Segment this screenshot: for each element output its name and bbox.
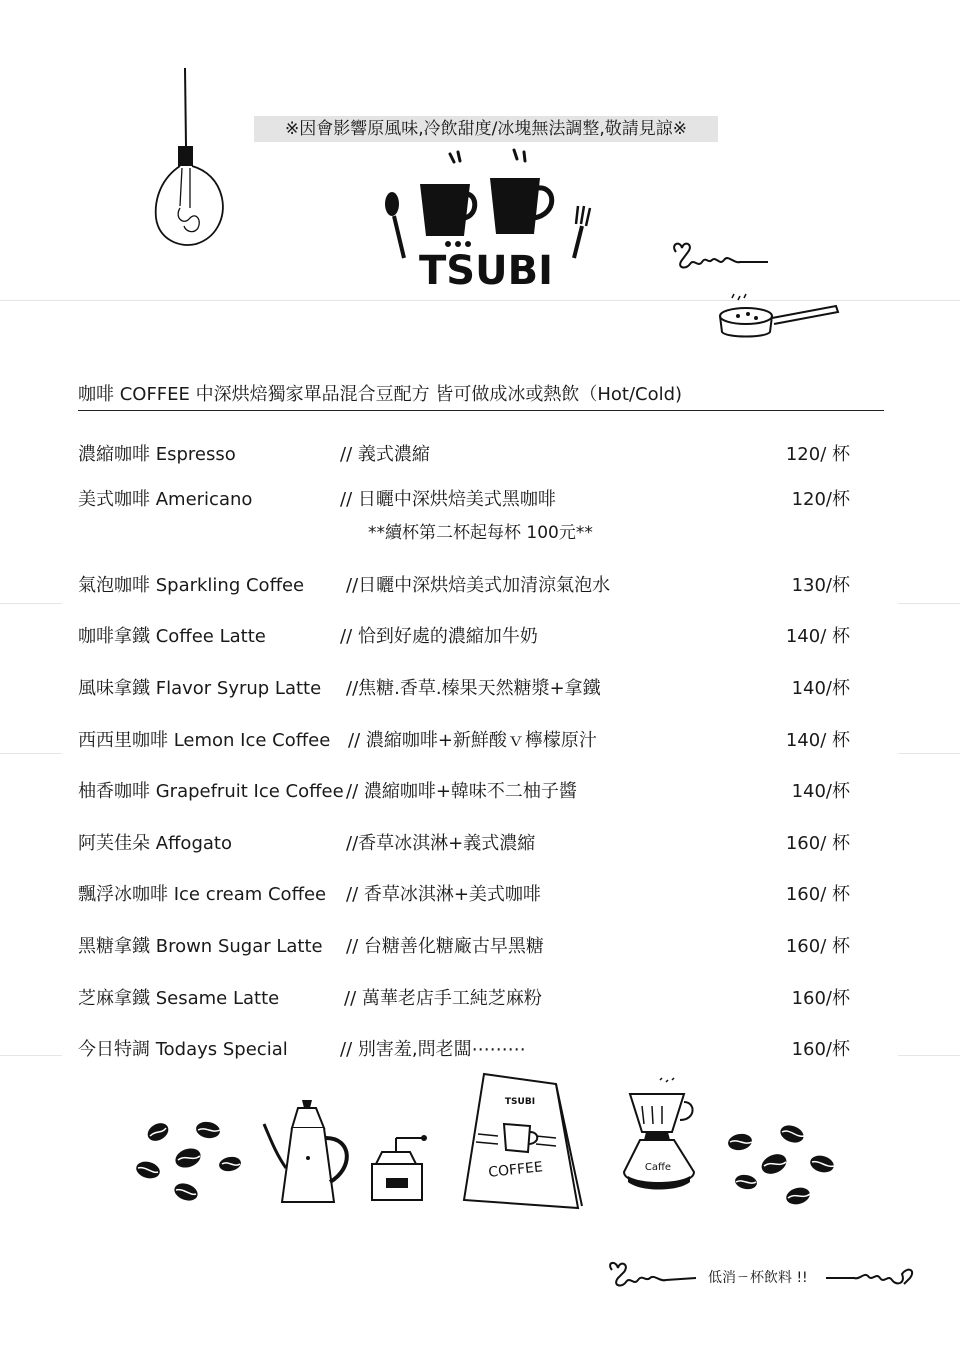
item-desc: // 萬華老店手工純芝麻粉 <box>344 988 542 1009</box>
item-name: 西西里咖啡 Lemon Ice Coffee <box>78 730 331 751</box>
item-name: 風味拿鐵 Flavor Syrup Latte <box>78 678 322 699</box>
menu-row <box>0 726 960 756</box>
item-name: 氣泡咖啡 Sparkling Coffee <box>78 575 305 596</box>
section-header: 咖啡 COFFEE 中深烘焙獨家單品混合豆配方 皆可做成冰或熱飲（Hot/Cold) <box>78 380 884 411</box>
coffee-grinder-icon <box>368 1134 430 1204</box>
coffee-beans-icon <box>128 1116 248 1208</box>
menu-row <box>0 571 960 601</box>
heart-squiggle-icon <box>824 1260 916 1290</box>
item-name: 柚香咖啡 Grapefruit Ice Coffee <box>78 781 344 802</box>
guide-line <box>0 603 62 604</box>
item-name: 濃縮咖啡 Espresso <box>78 444 236 465</box>
menu-row <box>0 777 960 807</box>
item-price: 160/杯 <box>791 1039 850 1060</box>
item-price: 160/ 杯 <box>785 833 850 854</box>
item-name: 芝麻拿鐵 Sesame Latte <box>78 988 280 1009</box>
logo-wordmark: TSUBI <box>419 248 553 294</box>
item-price: 140/杯 <box>791 781 850 802</box>
item-name: 咖啡拿鐵 Coffee Latte <box>78 626 266 647</box>
item-price: 140/杯 <box>791 678 850 699</box>
sign-logo-text: TSUBI <box>504 1097 536 1107</box>
item-price: 160/ 杯 <box>785 884 850 905</box>
item-desc: //日曬中深烘焙美式加清涼氣泡水 <box>346 575 611 596</box>
menu-row <box>0 932 960 962</box>
menu-row <box>0 829 960 859</box>
roasting-pan-icon <box>716 292 840 344</box>
menu-row <box>0 1035 960 1065</box>
item-desc: // 濃縮咖啡+新鮮酸ｖ檸檬原汁 <box>348 730 597 751</box>
kettle-icon <box>262 1098 354 1208</box>
coffee-beans-icon <box>722 1120 842 1212</box>
item-price: 120/ 杯 <box>785 444 850 465</box>
item-desc: //焦糖.香草.榛果天然糖漿+拿鐵 <box>346 678 601 699</box>
menu-row <box>0 622 960 652</box>
menu-row <box>0 674 960 704</box>
item-desc: // 日曬中深烘焙美式黑咖啡 <box>340 489 556 510</box>
item-desc: // 香草冰淇淋+美式咖啡 <box>346 884 541 905</box>
dripper-text: Caffe <box>644 1162 672 1173</box>
footer-note: 低消ㄧ杯飲料 !! <box>708 1270 808 1286</box>
menu-row <box>0 984 960 1014</box>
menu-row <box>0 880 960 910</box>
item-desc: //香草冰淇淋+義式濃縮 <box>346 833 536 854</box>
light-bulb-icon <box>150 68 230 253</box>
item-price: 160/杯 <box>791 988 850 1009</box>
guide-line <box>898 603 960 604</box>
sign-text: COFFEE <box>487 1159 544 1181</box>
item-name: 美式咖啡 Americano <box>78 489 253 510</box>
heart-squiggle-icon <box>604 1260 698 1290</box>
item-price: 160/ 杯 <box>785 936 850 957</box>
item-desc: // 恰到好處的濃縮加牛奶 <box>340 626 538 647</box>
item-name: 今日特調 Todays Special <box>78 1039 288 1060</box>
item-name: 飄浮冰咖啡 Ice cream Coffee <box>78 884 327 905</box>
item-price: 140/ 杯 <box>785 730 850 751</box>
refill-note: **續杯第二杯起每杯 100元** <box>368 523 593 543</box>
item-desc: // 台糖善化糖廠古早黑糖 <box>346 936 544 957</box>
notice-banner: ※因會影響原風味,冷飲甜度/冰塊無法調整,敬請見諒※ <box>254 116 718 142</box>
menu-row <box>0 440 960 470</box>
item-price: 130/杯 <box>791 575 850 596</box>
item-desc: // 義式濃縮 <box>340 444 430 465</box>
item-name: 黑糖拿鐵 Brown Sugar Latte <box>78 936 323 957</box>
item-name: 阿芙佳朵 Affogato <box>78 833 232 854</box>
item-desc: // 別害羞,問老闆⋯⋯⋯ <box>340 1039 526 1060</box>
coffee-sign-icon <box>460 1070 586 1212</box>
coffee-dripper-icon <box>620 1076 704 1200</box>
item-price: 120/杯 <box>791 489 850 510</box>
heart-squiggle-icon <box>668 238 770 274</box>
item-desc: // 濃縮咖啡+韓味不二柚子醬 <box>346 781 577 802</box>
menu-row <box>0 485 960 515</box>
tsubi-logo <box>378 146 594 296</box>
item-price: 140/ 杯 <box>785 626 850 647</box>
